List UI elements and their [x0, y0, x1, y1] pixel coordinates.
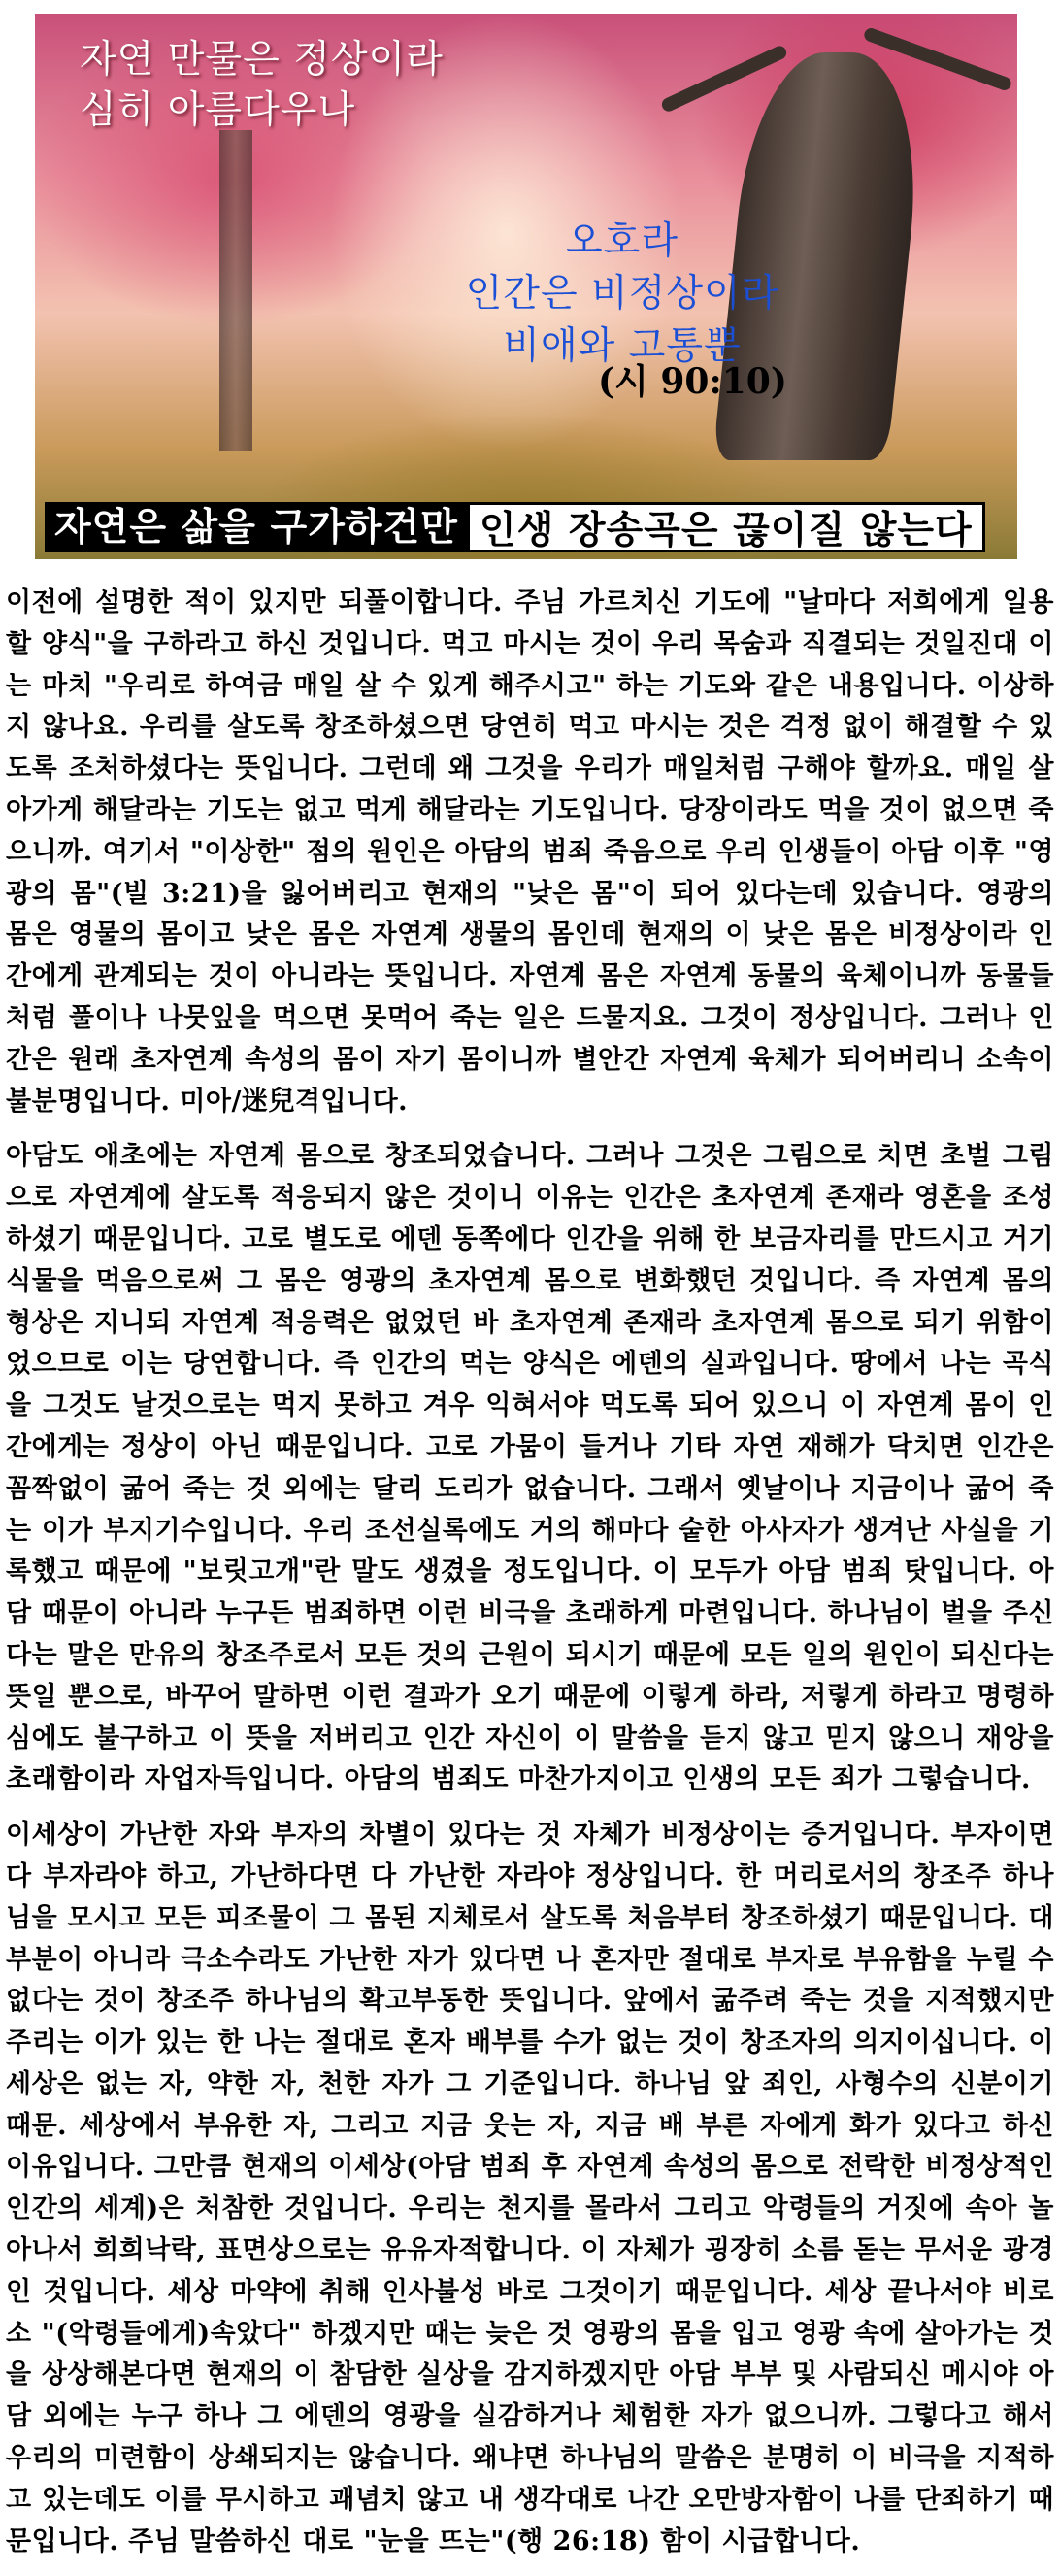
banner-caption-top-line: 심히 아름다우나 [80, 88, 356, 132]
article-paragraph: 이세상이 가난한 자와 부자의 차별이 있다는 것 자체가 비정상이는 증거입니다. 부자이면 다 부자라야 하고, 가난하다면 다 가난한 자라야 정상입니다. 한 머리로서의 창조주 하나님을 모시고 모든 피조물이 그 몸된 지체로서 살도록 처음부터 창조하셨기 때문입니다. 대부분이 아니라 극소수라도 가난한 자가 있다면 나 혼자만 절대로 부자로 부유함을 누릴 수 없다는 것이 창조주 하나님의 확고부동한 뜻입니다. 앞에서 굶주려 죽는 것을 지적했지만 주리는 이가 있는 한 나는 절대로 혼자 배부를 수가 없는 것이 창조자의 의지이십니다. 이세상은 없는 자, 약한 자, 천한 자가 그 기준입니다. 하나님 앞 죄인, 사형수의 신분이기 때문. 세상에서 부유한 자, 그리고 지금 웃는 자, 지금 배 부른 자에게 화가 있다고 하신 이유입니다. 그만큼 현재의 이세상(아담 범죄 후 자연계 속성의 몸으로 전락한 비정상적인 인간의 세계)은 처참한 것입니다. 우리는 천지를 몰라서 그리고 악령들의 거짓에 속아 놀아나서 희희낙락, 표면상으로는 유유자적합니다. 이 자체가 굉장히 소름 돋는 무서운 광경인 것입니다. 세상 마약에 취해 인사불성 바로 그것이기 때문입니다. 세상 끝나서야 비로소 "(악령들에게)속았다" 하겠지만 때는 늦은 것 영광의 몸을 입고 영광 속에 살아가는 것을 상상해본다면 현재의 이 참담한 실상을 감지하겠지만 아담 부부 및 사람되신 메시야 아담 외에는 누구 하나 그 에덴의 영광을 실감하거나 체험한 자가 없으니까. 그렇다고 해서 우리의 미련함이 상쇄되지는 않습니다. 왜냐면 하나님의 말씀은 분명히 이 비극을 지적하고 있는데도 이를 무시하고 괘념치 않고 내 생각대로 나간 오만방자함이 나를 단죄하기 때문입니다. 주님 말씀하신 대로 "눈을 뜨는"(행 26:18) 함이 시급합니다. [6, 1820, 1054, 2557]
banner-caption-middle [423, 216, 821, 373]
banner-caption-mid-line: 오호라 [565, 219, 679, 263]
banner-title-bar [45, 502, 985, 552]
background-tree-trunk [219, 130, 252, 451]
banner-caption-top-line: 자연 만물은 정상이라 [80, 38, 444, 82]
banner-caption-mid-line: 비애와 고통뿐 [503, 324, 742, 368]
article-paragraph: 아담도 애초에는 자연계 몸으로 창조되었습니다. 그러나 그것은 그림으로 치면 초벌 그림으로 자연계에 살도록 적응되지 않은 것이니 이유는 인간은 초자연계 존재라 영혼을 조성하셨기 때문입니다. 고로 별도로 에덴 동쪽에다 인간을 위해 한 보금자리를 만드시고 거기 식물을 먹음으로써 그 몸은 영광의 초자연계 몸으로 변화했던 것입니다. 즉 자연계 몸의 형상은 지니되 자연계 적응력은 없었던 바 초자연계 존재라 초자연계 몸으로 되기 위함이었으므로 이는 당연합니다. 즉 인간의 먹는 양식은 에덴의 실과입니다. 땅에서 나는 곡식을 그것도 날것으로는 먹지 못하고 겨우 익혀서야 먹도록 되어 있으니 이 자연계 몸이 인간에게는 정상이 아닌 때문입니다. 고로 가뭄이 들거나 기타 자연 재해가 닥치면 인간은 꼼짝없이 굶어 죽는 것 외에는 달리 도리가 없습니다. 그래서 옛날이나 지금이나 굶어 죽는 이가 부지기수입니다. 우리 조선실록에도 거의 해마다 숱한 아사자가 생겨난 사실을 기록했고 때문에 "보릿고개"란 말도 생겼을 정도입니다. 이 모두가 아담 범죄 탓입니다. 아담 때문이 아니라 누구든 범죄하면 이런 비극을 초래하게 마련입니다. 하나님이 벌을 주신다는 말은 만유의 창조주로서 모든 것의 근원이 되시기 때문에 모든 일의 원인이 되신다는 뜻일 뿐으로, 바꾸어 말하면 이런 결과가 오기 때문에 이렇게 하라, 저렇게 하라고 명령하심에도 불구하고 이 뜻을 저버리고 인간 자신이 이 말씀을 듣지 않고 믿지 않으니 재앙을 초래함이라 자업자득입니다. 아담의 범죄도 마찬가지이고 인생의 모든 죄가 그렇습니다. [6, 1141, 1054, 1795]
scripture-reference: (시 90:10) [598, 361, 787, 402]
banner-title-left: 자연은 삶을 구가하건만 [45, 502, 470, 552]
banner-caption-mid-line: 인간은 비정상이라 [465, 272, 779, 316]
hero-image-banner [35, 14, 1017, 559]
article-body [6, 583, 1054, 2576]
banner-title-right: 인생 장송곡은 끊이질 않는다 [470, 502, 985, 552]
banner-caption-top [80, 35, 444, 136]
article-paragraph: 이전에 설명한 적이 있지만 되풀이합니다. 주님 가르치신 기도에 "날마다 저희에게 일용할 양식"을 구하라고 하신 것입니다. 먹고 마시는 것이 우리 목숨과 직결되는 것일진대 이는 마치 "우리로 하여금 매일 살 수 있게 해주시고" 하는 기도와 같은 내용입니다. 이상하지 않나요. 우리를 살도록 창조하셨으면 당연히 먹고 마시는 것은 걱정 없이 해결할 수 있도록 조처하셨다는 뜻입니다. 그런데 왜 그것을 우리가 매일처럼 구해야 할까요. 매일 살아가게 해달라는 기도는 없고 먹게 해달라는 기도입니다. 당장이라도 먹을 것이 없으면 죽으니까. 여기서 "이상한" 점의 원인은 아담의 범죄 죽음으로 우리 인생들이 아담 이후 "영광의 몸"(빌 3:21)을 잃어버리고 현재의 "낮은 몸"이 되어 있다는데 있습니다. 영광의 몸은 영물의 몸이고 낮은 몸은 자연계 생물의 몸인데 현재의 이 낮은 몸은 비정상이라 인간에게 관계되는 것이 아니라는 뜻입니다. 자연계 몸은 자연계 동물의 육체이니까 동물들처럼 풀이나 나뭇잎을 먹으면 못먹어 죽는 일은 드물지요. 그것이 정상입니다. 그러나 인간은 원래 초자연계 속성의 몸이 자기 몸이니까 별안간 자연계 육체가 되어버리니 소속이 불분명입니다. 미아/迷兒격입니다. [6, 587, 1054, 1117]
